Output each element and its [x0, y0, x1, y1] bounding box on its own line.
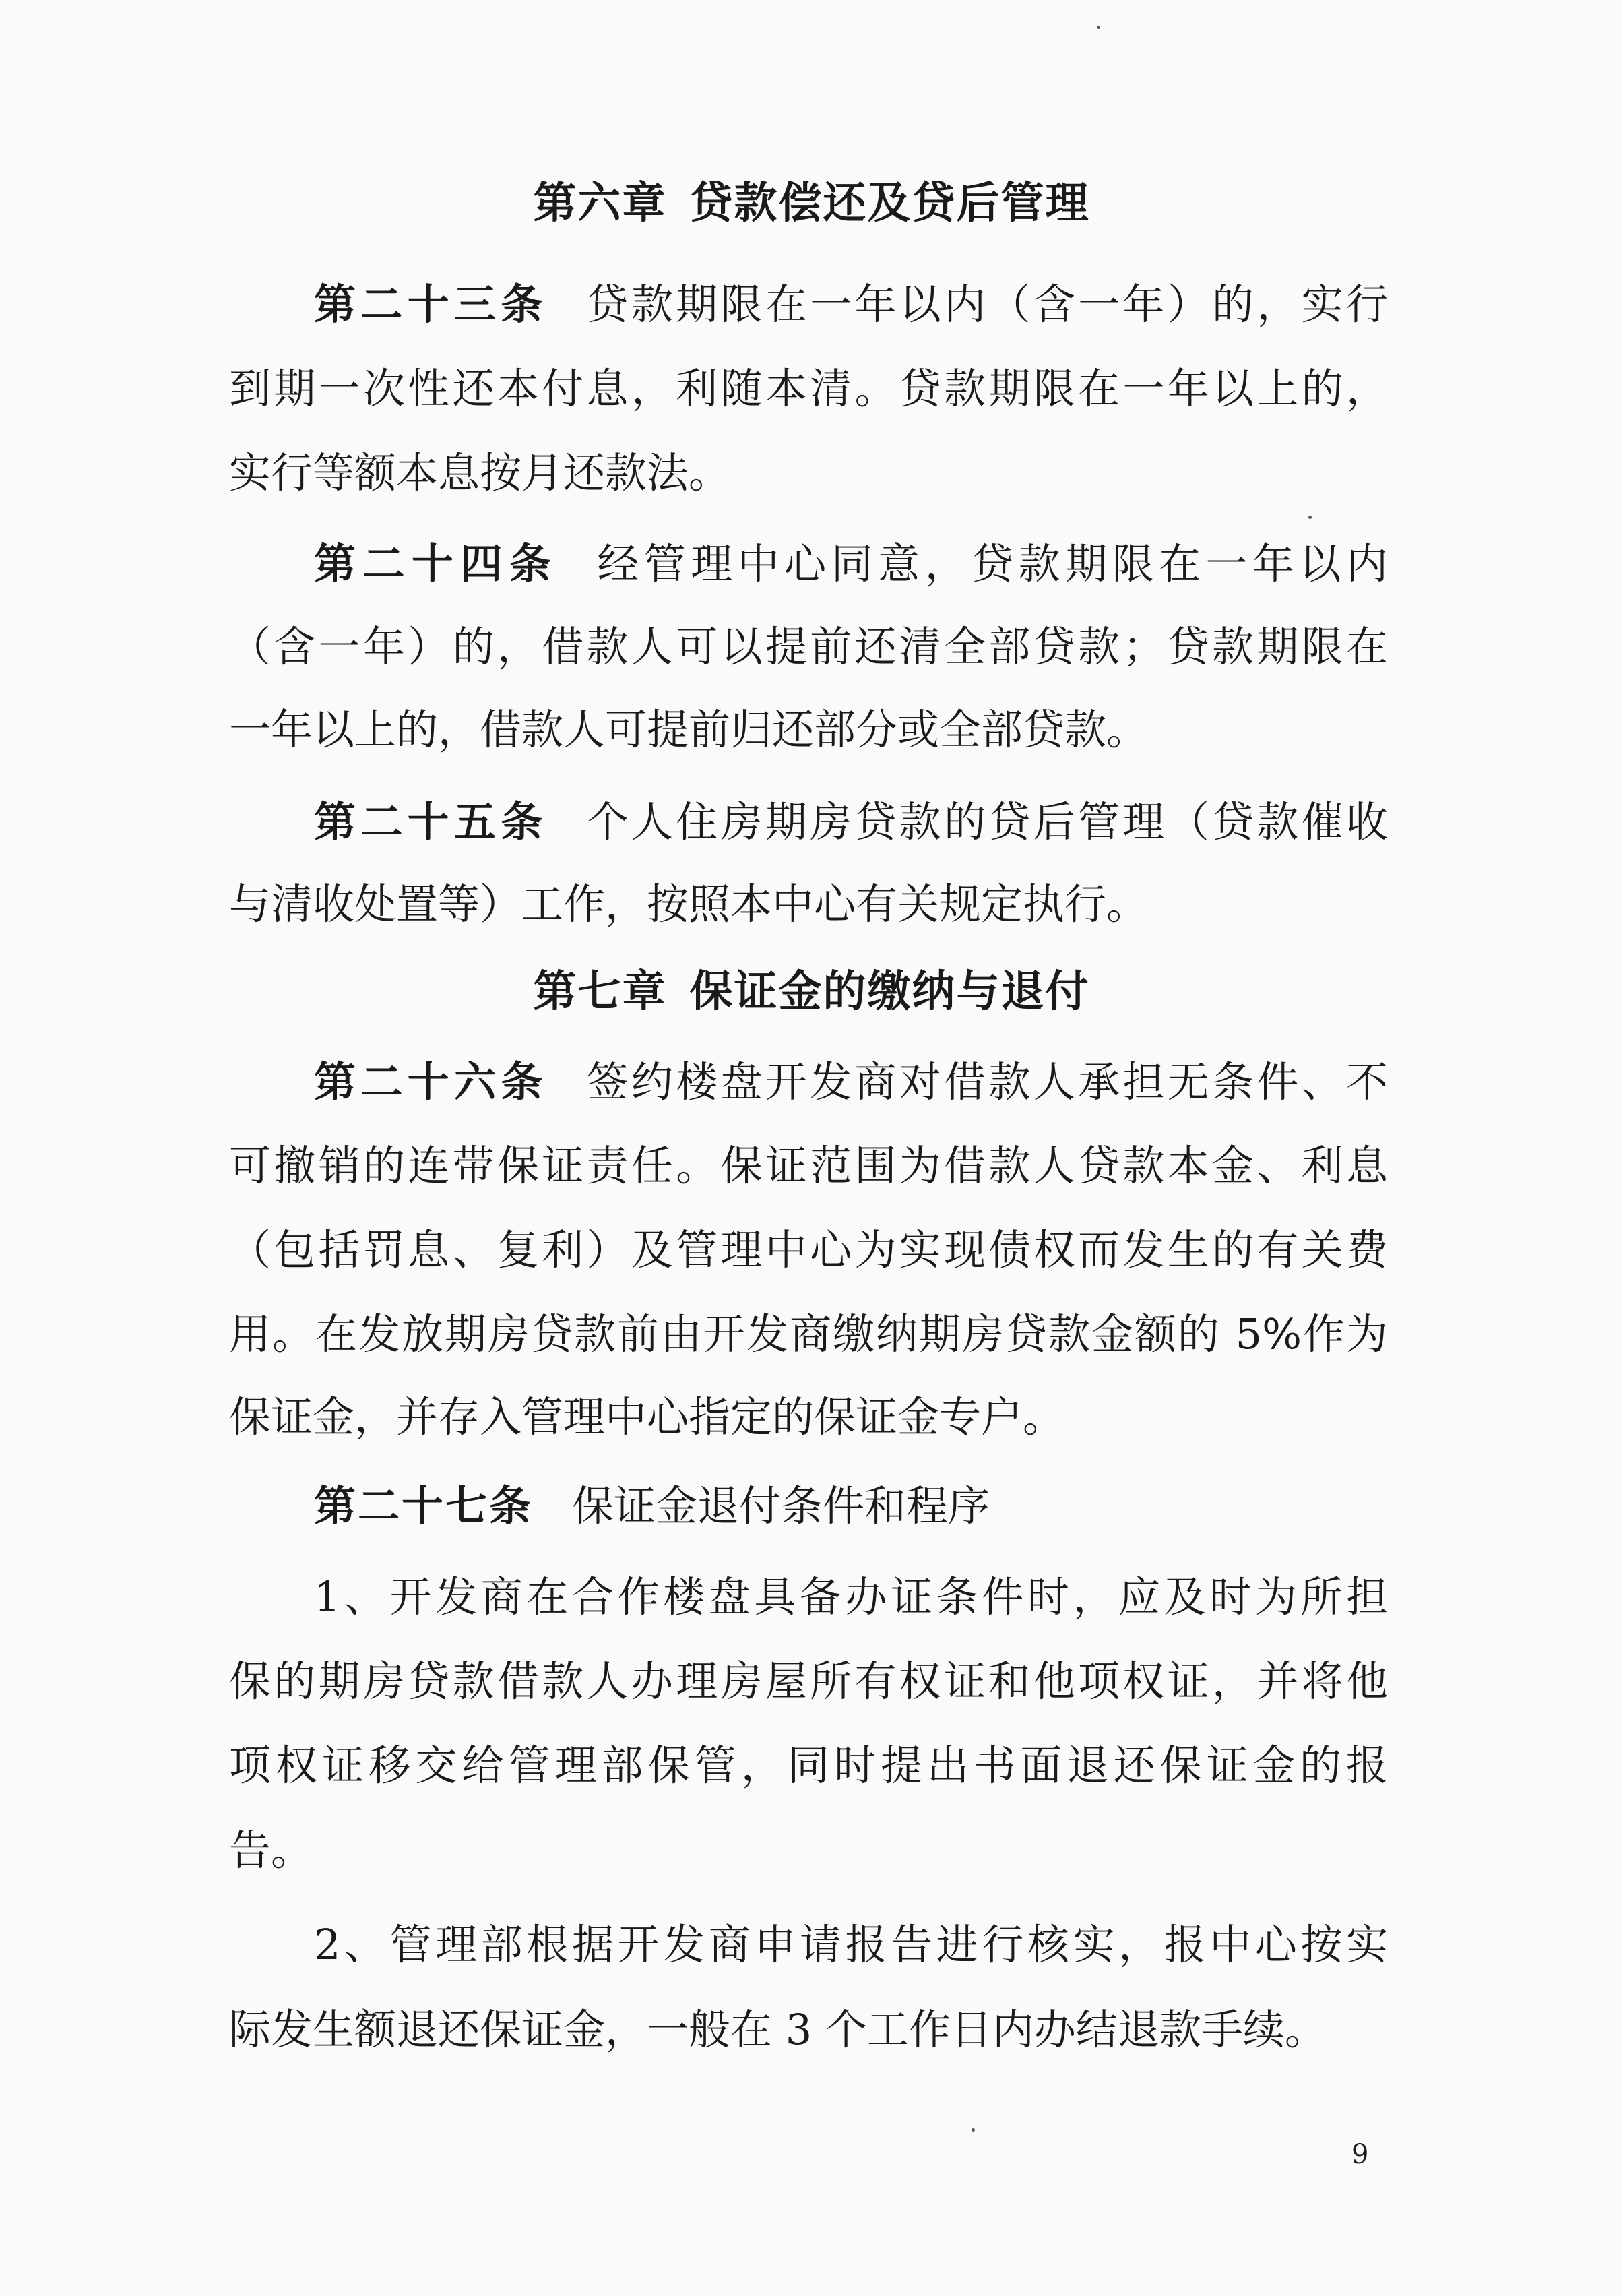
article-27-line-1: [314, 1479, 1388, 1533]
article-24-line-3: 一年以上的，借款人可提前归还部分或全部贷款。: [229, 705, 1149, 754]
article-label: 第二十三条: [314, 280, 548, 329]
chapter-title: 贷款偿还及贷后管理: [689, 179, 1090, 228]
chapter-7-heading: [0, 965, 1623, 1019]
scan-speck: [972, 2128, 975, 2132]
article-text: 经管理中心同意，贷款期限在一年以内: [597, 539, 1388, 588]
article-26-line-1: [314, 1055, 1388, 1109]
scan-speck: [1308, 516, 1312, 519]
item-1-line-2: 保的期房贷款借款人办理房屋所有权证和他项权证，并将他: [229, 1656, 1388, 1706]
chapter-number: 第七章: [533, 967, 667, 1017]
article-24-line-1: [314, 537, 1388, 591]
item-2-line-2: 际发生额退还保证金，一般在 3 个工作日内办结退款手续。: [229, 2005, 1327, 2054]
item-1-line-4: 告。: [229, 1826, 313, 1875]
page-number: 9: [1351, 2139, 1369, 2170]
item-1-line-3: 项权证移交给管理部保管，同时提出书面退还保证金的报: [229, 1741, 1388, 1790]
article-26-line-4: 用。在发放期房贷款前由开发商缴纳期房贷款金额的 5%作为: [229, 1309, 1388, 1359]
article-label: 第二十七条: [314, 1481, 534, 1530]
article-24-line-2: （含一年）的，借款人可以提前还清全部贷款；贷款期限在: [229, 622, 1388, 671]
article-text: 保证金退付条件和程序: [572, 1481, 990, 1530]
article-25-line-2: 与清收处置等）工作，按照本中心有关规定执行。: [229, 879, 1149, 929]
article-26-line-2: 可撤销的连带保证责任。保证范围为借款人贷款本金、利息: [229, 1141, 1388, 1190]
chapter-title: 保证金的缴纳与退付: [689, 967, 1090, 1017]
article-label: 第二十四条: [314, 539, 559, 588]
article-26-line-5: 保证金，并存入管理中心指定的保证金专户。: [229, 1392, 1065, 1441]
item-1-line-1: 1、开发商在合作楼盘具备办证条件时，应及时为所担: [314, 1572, 1388, 1621]
chapter-number: 第六章: [533, 179, 667, 228]
item-2-line-1: 2、管理部根据开发商申请报告进行核实，报中心按实: [314, 1920, 1388, 1969]
article-text: 个人住房期房贷款的贷后管理（贷款催收: [586, 797, 1388, 846]
article-23-line-2: 到期一次性还本付息，利随本清。贷款期限在一年以上的，: [229, 364, 1388, 413]
article-26-line-3: （包括罚息、复利）及管理中心为实现债权而发生的有关费: [229, 1225, 1388, 1274]
article-text: 签约楼盘开发商对借款人承担无条件、不: [586, 1057, 1388, 1107]
article-text: 贷款期限在一年以内（含一年）的，实行: [586, 280, 1388, 329]
article-label: 第二十六条: [314, 1057, 548, 1107]
article-23-line-3: 实行等额本息按月还款法。: [229, 448, 731, 497]
chapter-6-heading: [0, 177, 1623, 230]
article-label: 第二十五条: [314, 797, 548, 846]
scan-speck: [1097, 26, 1100, 29]
article-23-line-1: [314, 278, 1388, 332]
article-25-line-1: [314, 795, 1388, 849]
